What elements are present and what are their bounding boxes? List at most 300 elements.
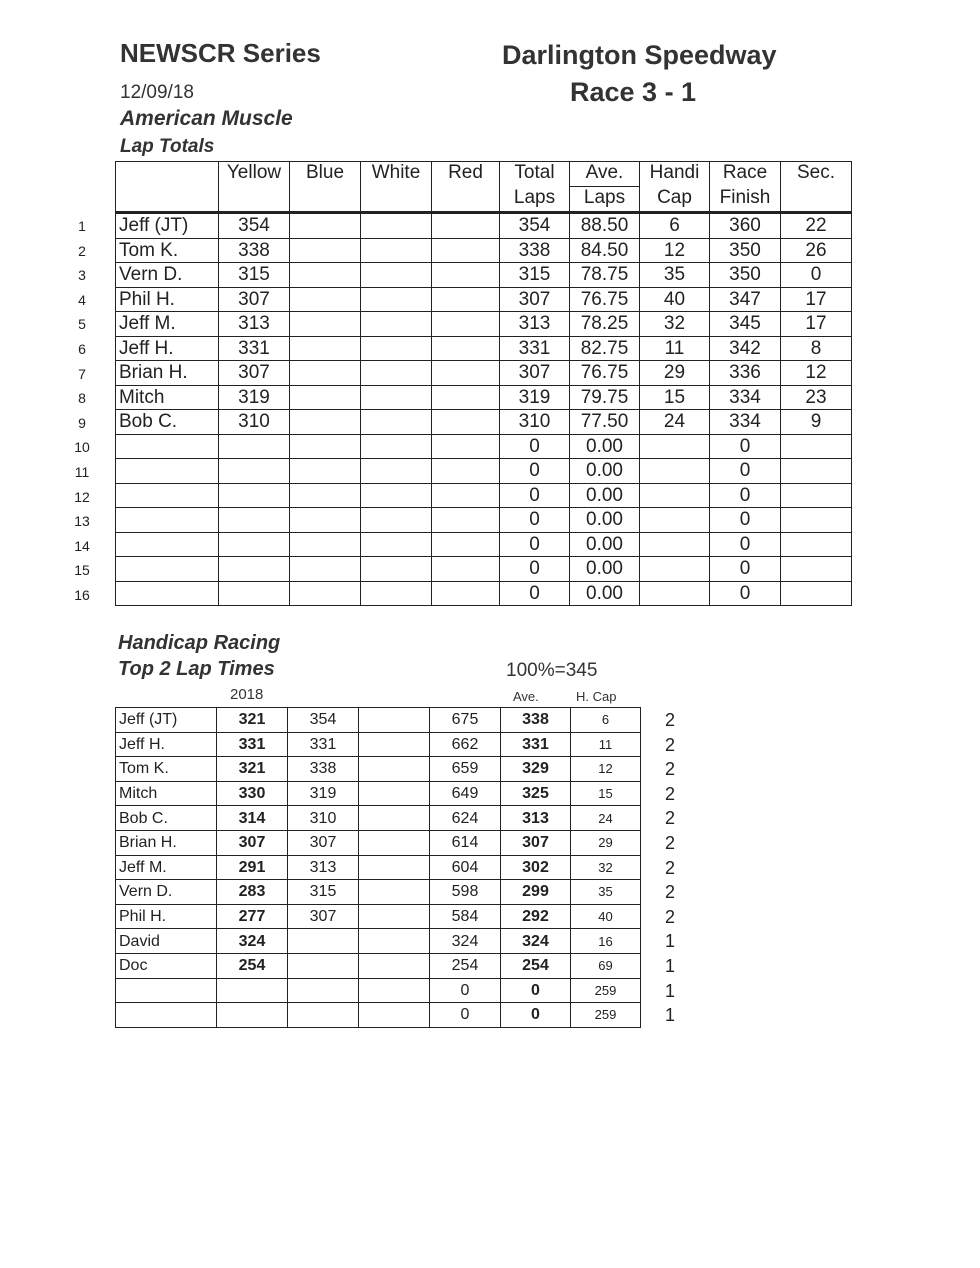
average-cell: 338 <box>501 708 571 733</box>
table-row <box>116 434 852 459</box>
seconds-cell: 17 <box>781 312 852 337</box>
white-laps-cell <box>361 213 432 239</box>
blue-laps-cell <box>290 483 361 508</box>
row-number: 3 <box>78 267 86 284</box>
yellow-laps-cell: 310 <box>219 410 290 435</box>
ave-laps-cell: 79.75 <box>570 385 640 410</box>
header-yellow: Yellow <box>219 162 290 187</box>
hcap-cell: 15 <box>571 781 641 806</box>
race-finish-cell: 0 <box>710 508 781 533</box>
race-date: 12/09/18 <box>120 82 194 103</box>
table-row <box>116 287 852 312</box>
race-finish-cell: 345 <box>710 312 781 337</box>
red-laps-cell <box>432 287 500 312</box>
ave-laps-cell: 0.00 <box>570 508 640 533</box>
handicap-cell: 15 <box>640 385 710 410</box>
header2-name-empty <box>116 187 219 213</box>
total-cell: 649 <box>430 781 501 806</box>
total-cell: 604 <box>430 855 501 880</box>
yellow-laps-cell: 319 <box>219 385 290 410</box>
seconds-cell <box>781 459 852 484</box>
red-laps-cell <box>432 336 500 361</box>
total-laps-cell: 338 <box>500 238 570 263</box>
yellow-laps-cell: 331 <box>219 336 290 361</box>
hcap-cell: 11 <box>571 732 641 757</box>
handicap-cell <box>640 459 710 484</box>
driver-name-cell: Bob C. <box>116 806 217 831</box>
driver-name-cell <box>116 581 219 606</box>
yellow-laps-cell <box>219 434 290 459</box>
driver-name-cell <box>116 1003 217 1028</box>
table-row <box>116 410 852 435</box>
total-cell: 675 <box>430 708 501 733</box>
table-row <box>116 904 641 929</box>
driver-name-cell: Mitch <box>116 385 219 410</box>
driver-name-cell: Doc <box>116 953 217 978</box>
handicap-cell: 11 <box>640 336 710 361</box>
row-number-column <box>68 214 96 608</box>
handicap-cell: 35 <box>640 263 710 288</box>
driver-name-cell: Phil H. <box>116 904 217 929</box>
driver-name-cell <box>116 978 217 1003</box>
seconds-cell <box>781 532 852 557</box>
driver-name-cell: Mitch <box>116 781 217 806</box>
year-label: 2018 <box>230 686 264 703</box>
hcap-cell: 32 <box>571 855 641 880</box>
red-laps-cell <box>432 213 500 239</box>
total-laps-cell: 319 <box>500 385 570 410</box>
race-finish-cell: 350 <box>710 263 781 288</box>
blue-laps-cell <box>290 238 361 263</box>
total-laps-cell: 0 <box>500 581 570 606</box>
seconds-cell: 0 <box>781 263 852 288</box>
red-laps-cell <box>432 385 500 410</box>
white-laps-cell <box>361 483 432 508</box>
race-finish-cell: 0 <box>710 532 781 557</box>
header-red: Red <box>432 162 500 187</box>
seconds-cell: 9 <box>781 410 852 435</box>
ave-laps-cell: 76.75 <box>570 287 640 312</box>
best-lap-cell <box>217 1003 288 1028</box>
total-laps-cell: 0 <box>500 508 570 533</box>
handicap-cell <box>640 532 710 557</box>
blank-cell <box>359 855 430 880</box>
handicap-cell <box>640 508 710 533</box>
white-laps-cell <box>361 459 432 484</box>
total-cell: 584 <box>430 904 501 929</box>
lap-count: 2 <box>664 783 675 804</box>
blue-laps-cell <box>290 532 361 557</box>
row-number: 4 <box>78 291 86 308</box>
average-cell: 329 <box>501 757 571 782</box>
table-row <box>116 978 641 1003</box>
race-finish-cell: 334 <box>710 410 781 435</box>
second-lap-cell: 310 <box>288 806 359 831</box>
yellow-laps-cell <box>219 459 290 484</box>
header2-blue-empty <box>290 187 361 213</box>
yellow-laps-cell <box>219 532 290 557</box>
driver-name-cell: Vern D. <box>116 263 219 288</box>
average-cell: 313 <box>501 806 571 831</box>
yellow-laps-cell: 315 <box>219 263 290 288</box>
seconds-cell: 8 <box>781 336 852 361</box>
best-lap-cell: 314 <box>217 806 288 831</box>
second-lap-cell: 319 <box>288 781 359 806</box>
blue-laps-cell <box>290 336 361 361</box>
second-lap-cell <box>288 978 359 1003</box>
lap-count: 1 <box>664 955 675 976</box>
class-name: American Muscle <box>120 107 293 130</box>
row-number: 8 <box>78 390 86 407</box>
header-race: Race <box>710 162 781 187</box>
table-row <box>116 855 641 880</box>
table-row <box>116 781 641 806</box>
second-lap-cell: 338 <box>288 757 359 782</box>
yellow-laps-cell: 307 <box>219 287 290 312</box>
white-laps-cell <box>361 581 432 606</box>
seconds-cell: 17 <box>781 287 852 312</box>
lap-count: 2 <box>664 882 675 903</box>
blue-laps-cell <box>290 459 361 484</box>
row-number: 7 <box>78 365 86 382</box>
ave-laps-cell: 0.00 <box>570 581 640 606</box>
ave-laps-cell: 0.00 <box>570 483 640 508</box>
best-lap-cell: 283 <box>217 880 288 905</box>
hcap-cell: 40 <box>571 904 641 929</box>
row-number: 15 <box>74 562 90 579</box>
second-lap-cell <box>288 929 359 954</box>
driver-name-cell <box>116 532 219 557</box>
handicap-cell <box>640 483 710 508</box>
best-lap-cell: 277 <box>217 904 288 929</box>
row-number: 1 <box>78 218 86 234</box>
total-cell: 0 <box>430 978 501 1003</box>
handicap-cell: 6 <box>640 213 710 239</box>
average-cell: 302 <box>501 855 571 880</box>
race-finish-cell: 347 <box>710 287 781 312</box>
red-laps-cell <box>432 483 500 508</box>
race-finish-cell: 336 <box>710 361 781 386</box>
second-lap-cell: 331 <box>288 732 359 757</box>
total-cell: 614 <box>430 830 501 855</box>
hcap-cell: 259 <box>571 1003 641 1028</box>
lap-count: 2 <box>664 808 675 829</box>
table-row <box>116 483 852 508</box>
ave-laps-cell: 76.75 <box>570 361 640 386</box>
average-cell: 325 <box>501 781 571 806</box>
blue-laps-cell <box>290 581 361 606</box>
seconds-cell: 23 <box>781 385 852 410</box>
blank-cell <box>359 806 430 831</box>
header-handi: Handi <box>640 162 710 187</box>
hcap-cell: 259 <box>571 978 641 1003</box>
red-laps-cell <box>432 557 500 582</box>
yellow-laps-cell <box>219 483 290 508</box>
lap-count: 2 <box>664 710 675 730</box>
best-lap-cell: 307 <box>217 830 288 855</box>
blue-laps-cell <box>290 312 361 337</box>
red-laps-cell <box>432 459 500 484</box>
handicap-cell: 12 <box>640 238 710 263</box>
best-lap-cell: 330 <box>217 781 288 806</box>
header-name-empty <box>116 162 219 187</box>
driver-name-cell: Jeff M. <box>116 312 219 337</box>
lap-count: 2 <box>664 857 675 878</box>
hcap-cell: 29 <box>571 830 641 855</box>
total-laps-cell: 0 <box>500 483 570 508</box>
race-finish-cell: 334 <box>710 385 781 410</box>
white-laps-cell <box>361 508 432 533</box>
hcap-label: H. Cap <box>576 689 617 704</box>
best-lap-cell: 254 <box>217 953 288 978</box>
driver-name-cell: Jeff (JT) <box>116 213 219 239</box>
blue-laps-cell <box>290 213 361 239</box>
blank-cell <box>359 830 430 855</box>
seconds-cell: 12 <box>781 361 852 386</box>
best-lap-cell: 321 <box>217 757 288 782</box>
second-lap-cell <box>288 1003 359 1028</box>
blank-cell <box>359 708 430 733</box>
row-number: 12 <box>74 488 90 505</box>
average-cell: 0 <box>501 978 571 1003</box>
section-title-lap-totals: Lap Totals <box>120 136 215 157</box>
total-cell: 0 <box>430 1003 501 1028</box>
red-laps-cell <box>432 263 500 288</box>
second-lap-cell: 307 <box>288 830 359 855</box>
race-finish-cell: 360 <box>710 213 781 239</box>
row-number: 9 <box>78 414 86 431</box>
best-lap-cell: 321 <box>217 708 288 733</box>
blue-laps-cell <box>290 361 361 386</box>
blank-cell <box>359 929 430 954</box>
lap-count: 1 <box>664 1005 675 1026</box>
seconds-cell <box>781 434 852 459</box>
table-row <box>116 953 641 978</box>
blue-laps-cell <box>290 287 361 312</box>
average-cell: 307 <box>501 830 571 855</box>
best-lap-cell <box>217 978 288 1003</box>
driver-name-cell: Bob C. <box>116 410 219 435</box>
race-number: Race 3 - 1 <box>570 77 697 107</box>
table-row <box>116 263 852 288</box>
blank-cell <box>359 1003 430 1028</box>
driver-name-cell: Jeff H. <box>116 336 219 361</box>
table-row <box>116 336 852 361</box>
lap-count: 2 <box>664 734 675 755</box>
lap-count: 1 <box>664 980 675 1001</box>
white-laps-cell <box>361 361 432 386</box>
table-row <box>116 508 852 533</box>
table-row <box>116 238 852 263</box>
blue-laps-cell <box>290 385 361 410</box>
driver-name-cell <box>116 508 219 533</box>
table-row <box>116 385 852 410</box>
white-laps-cell <box>361 263 432 288</box>
driver-name-cell <box>116 483 219 508</box>
header2-ave-laps: Laps <box>570 187 640 213</box>
row-number: 6 <box>78 340 86 357</box>
average-cell: 299 <box>501 880 571 905</box>
driver-name-cell <box>116 459 219 484</box>
second-lap-cell: 313 <box>288 855 359 880</box>
handicap-cell: 32 <box>640 312 710 337</box>
driver-name-cell: Vern D. <box>116 880 217 905</box>
handicap-cell: 24 <box>640 410 710 435</box>
hcap-cell: 6 <box>571 708 641 733</box>
white-laps-cell <box>361 385 432 410</box>
white-laps-cell <box>361 336 432 361</box>
total-cell: 324 <box>430 929 501 954</box>
yellow-laps-cell: 307 <box>219 361 290 386</box>
blue-laps-cell <box>290 508 361 533</box>
best-lap-cell: 324 <box>217 929 288 954</box>
blue-laps-cell <box>290 263 361 288</box>
ave-laps-cell: 84.50 <box>570 238 640 263</box>
header2-white-empty <box>361 187 432 213</box>
red-laps-cell <box>432 434 500 459</box>
handicap-cell <box>640 434 710 459</box>
second-lap-cell: 315 <box>288 880 359 905</box>
row-number: 14 <box>74 537 90 554</box>
blank-cell <box>359 757 430 782</box>
average-cell: 324 <box>501 929 571 954</box>
ave-laps-cell: 77.50 <box>570 410 640 435</box>
driver-name-cell: David <box>116 929 217 954</box>
row-number: 2 <box>78 242 86 259</box>
total-laps-cell: 315 <box>500 263 570 288</box>
blank-cell <box>359 978 430 1003</box>
blank-cell <box>359 732 430 757</box>
total-cell: 662 <box>430 732 501 757</box>
handicap-cell <box>640 581 710 606</box>
total-cell: 659 <box>430 757 501 782</box>
seconds-cell: 26 <box>781 238 852 263</box>
second-lap-cell: 307 <box>288 904 359 929</box>
total-laps-cell: 310 <box>500 410 570 435</box>
hcap-cell: 24 <box>571 806 641 831</box>
yellow-laps-cell <box>219 508 290 533</box>
red-laps-cell <box>432 238 500 263</box>
total-laps-cell: 0 <box>500 434 570 459</box>
yellow-laps-cell: 354 <box>219 213 290 239</box>
header-sec: Sec. <box>781 162 852 187</box>
lap-count: 2 <box>664 906 675 927</box>
header2-finish: Finish <box>710 187 781 213</box>
percent-note: 100%=345 <box>506 660 598 681</box>
table-row <box>116 581 852 606</box>
driver-name-cell: Jeff H. <box>116 732 217 757</box>
driver-name-cell: Jeff (JT) <box>116 708 217 733</box>
row-number: 10 <box>74 439 90 456</box>
race-finish-cell: 0 <box>710 483 781 508</box>
red-laps-cell <box>432 532 500 557</box>
hcap-cell: 69 <box>571 953 641 978</box>
track-name: Darlington Speedway <box>502 40 777 70</box>
handicap-subtitle: Top 2 Lap Times <box>118 658 275 680</box>
red-laps-cell <box>432 312 500 337</box>
hcap-cell: 16 <box>571 929 641 954</box>
row-number: 13 <box>74 513 90 530</box>
blank-cell <box>359 880 430 905</box>
seconds-cell <box>781 557 852 582</box>
table-row <box>116 557 852 582</box>
total-cell: 254 <box>430 953 501 978</box>
total-laps-cell: 0 <box>500 532 570 557</box>
header-ave: Ave. <box>570 162 640 187</box>
white-laps-cell <box>361 410 432 435</box>
average-cell: 292 <box>501 904 571 929</box>
table-row <box>116 830 641 855</box>
total-cell: 624 <box>430 806 501 831</box>
header2-yellow-empty <box>219 187 290 213</box>
best-lap-cell: 291 <box>217 855 288 880</box>
row-number: 16 <box>74 586 90 603</box>
total-laps-cell: 307 <box>500 287 570 312</box>
table-row <box>116 708 641 733</box>
lap-count: 1 <box>664 931 675 952</box>
table-row <box>116 880 641 905</box>
header-blue: Blue <box>290 162 361 187</box>
ave-laps-cell: 0.00 <box>570 459 640 484</box>
white-laps-cell <box>361 287 432 312</box>
blue-laps-cell <box>290 557 361 582</box>
hcap-cell: 12 <box>571 757 641 782</box>
lap-count-column <box>660 708 680 1028</box>
ave-laps-cell: 78.75 <box>570 263 640 288</box>
header2-total-laps: Laps <box>500 187 570 213</box>
average-cell: 0 <box>501 1003 571 1028</box>
table-row <box>116 459 852 484</box>
ave-laps-cell: 0.00 <box>570 557 640 582</box>
red-laps-cell <box>432 361 500 386</box>
yellow-laps-cell: 338 <box>219 238 290 263</box>
race-finish-cell: 0 <box>710 434 781 459</box>
blank-cell <box>359 904 430 929</box>
ave-laps-cell: 78.25 <box>570 312 640 337</box>
table-row <box>116 361 852 386</box>
table-row <box>116 806 641 831</box>
best-lap-cell: 331 <box>217 732 288 757</box>
ave-laps-cell: 0.00 <box>570 532 640 557</box>
hcap-cell: 35 <box>571 880 641 905</box>
driver-name-cell: Brian H. <box>116 830 217 855</box>
race-finish-cell: 0 <box>710 557 781 582</box>
total-laps-cell: 331 <box>500 336 570 361</box>
total-laps-cell: 354 <box>500 213 570 239</box>
blue-laps-cell <box>290 434 361 459</box>
red-laps-cell <box>432 581 500 606</box>
table-row <box>116 1003 641 1028</box>
handicap-cell: 29 <box>640 361 710 386</box>
second-lap-cell: 354 <box>288 708 359 733</box>
red-laps-cell <box>432 410 500 435</box>
seconds-cell <box>781 508 852 533</box>
total-laps-cell: 0 <box>500 459 570 484</box>
race-finish-cell: 350 <box>710 238 781 263</box>
blank-cell <box>359 781 430 806</box>
white-laps-cell <box>361 557 432 582</box>
ave-laps-cell: 88.50 <box>570 213 640 239</box>
driver-name-cell: Jeff M. <box>116 855 217 880</box>
header2-sec-empty <box>781 187 852 213</box>
race-finish-cell: 0 <box>710 459 781 484</box>
white-laps-cell <box>361 434 432 459</box>
header2-red-empty <box>432 187 500 213</box>
white-laps-cell <box>361 312 432 337</box>
driver-name-cell: Phil H. <box>116 287 219 312</box>
lap-totals-table <box>115 161 852 606</box>
table-row <box>116 757 641 782</box>
